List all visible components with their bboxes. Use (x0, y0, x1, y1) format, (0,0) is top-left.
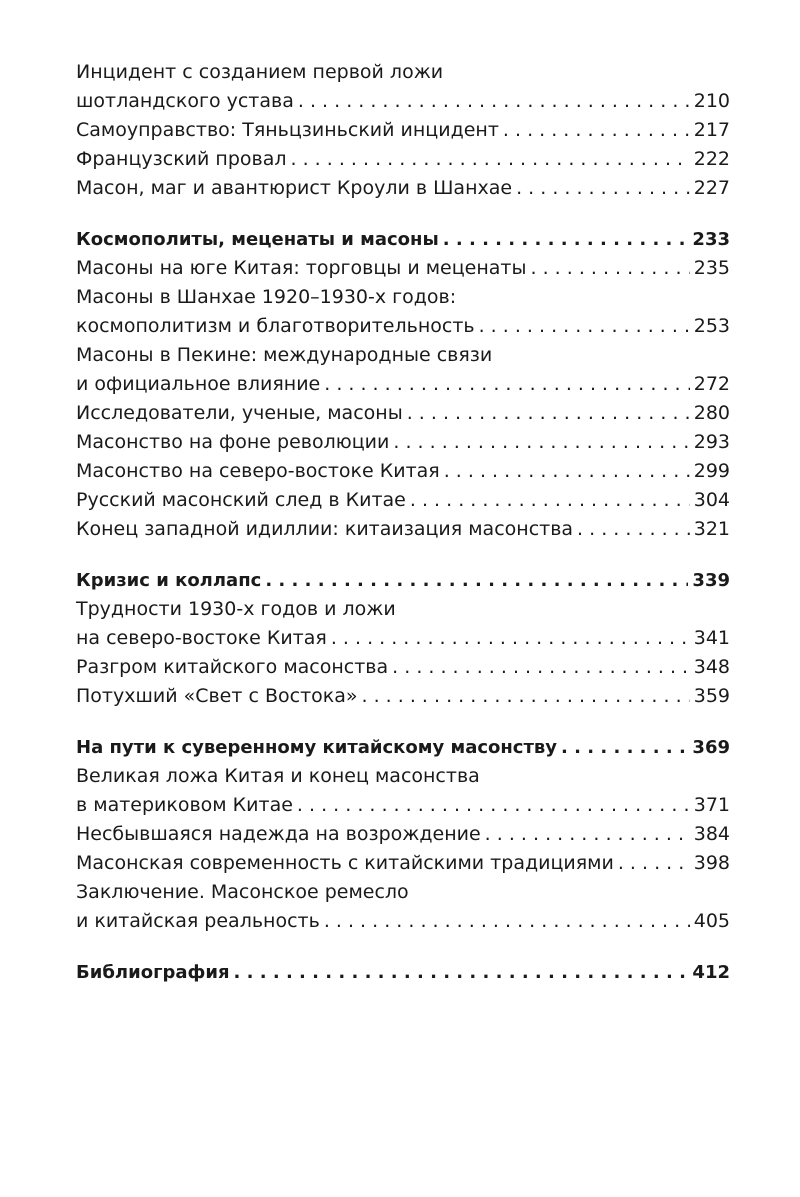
page-number: 235 (693, 257, 730, 279)
toc-entry[interactable] (76, 486, 730, 515)
page-number: 321 (693, 518, 730, 540)
page-number: 412 (692, 962, 730, 983)
toc-entry[interactable] (76, 624, 730, 653)
dot-leader (234, 958, 689, 987)
toc-section (76, 58, 730, 203)
toc-entry-line (76, 58, 730, 87)
toc-entry[interactable] (76, 907, 730, 936)
dot-leader (392, 653, 690, 682)
dot-leader (407, 399, 690, 428)
dot-leader (516, 174, 690, 203)
toc-entry-title: на северо-востоке Китая (76, 627, 327, 649)
toc-section-heading[interactable] (76, 733, 730, 762)
page-number: 233 (692, 229, 730, 250)
toc-entry-line (76, 341, 730, 370)
page-number: 398 (693, 852, 730, 874)
toc-section (76, 225, 730, 544)
page-number: 222 (693, 148, 730, 170)
dot-leader (444, 457, 690, 486)
toc-entry[interactable] (76, 87, 730, 116)
page-number: 227 (693, 177, 730, 199)
dot-leader (443, 225, 689, 254)
toc-entry-title: в материковом Китае (76, 794, 293, 816)
page-number: 293 (693, 431, 730, 453)
page-number: 348 (693, 656, 730, 678)
toc-entry[interactable] (76, 682, 730, 711)
toc-entry-line (76, 283, 730, 312)
page-number: 339 (692, 570, 730, 591)
page-number: 272 (693, 373, 730, 395)
page-number: 359 (693, 685, 730, 707)
toc-entry-title: Инцидент с созданием первой ложи (76, 61, 444, 83)
toc-entry[interactable] (76, 116, 730, 145)
toc-section (76, 566, 730, 711)
dot-leader (393, 428, 689, 457)
section-title: Космополиты, меценаты и масоны (76, 229, 439, 250)
toc-entry-title: Масон, маг и авантюрист Кроули в Шанхае (76, 177, 513, 199)
toc-entry[interactable] (76, 849, 730, 878)
toc-entry-title: и официальное влияние (76, 373, 321, 395)
page-number: 210 (693, 90, 730, 112)
page-number: 280 (693, 402, 730, 424)
toc-entry-title: шотландского устава (76, 90, 294, 112)
toc-entry-title: Самоуправство: Тяньцзиньский инцидент (76, 119, 499, 141)
section-title: На пути к суверенному китайскому масонству (76, 737, 558, 758)
toc-entry[interactable] (76, 820, 730, 849)
toc-entry-title: Исследователи, ученые, масоны (76, 402, 403, 424)
dot-leader (362, 682, 690, 711)
toc-entry[interactable] (76, 791, 730, 820)
dot-leader (561, 733, 688, 762)
toc-entry[interactable] (76, 515, 730, 544)
toc-entry-title: Потухший «Свет с Востока» (76, 685, 358, 707)
dot-leader (297, 791, 690, 820)
toc-entry[interactable] (76, 254, 730, 283)
page-number: 299 (693, 460, 730, 482)
page-number: 217 (693, 119, 730, 141)
toc-entry-title: Французский провал (76, 148, 287, 170)
toc-entry[interactable] (76, 399, 730, 428)
toc-entry-title: Конец западной идиллии: китаизация масонства (76, 518, 574, 540)
page-number: 371 (693, 794, 730, 816)
toc-entry-title: Масоны в Шанхае 1920–1930-х годов: (76, 286, 457, 308)
section-title: Библиография (76, 962, 230, 983)
toc-entry-title: Масоны в Пекине: международные связи (76, 344, 493, 366)
toc-section-heading[interactable] (76, 958, 730, 987)
page-number: 304 (693, 489, 730, 511)
toc-entry-title: Разгром китайского масонства (76, 656, 389, 678)
toc-entry-title: Масонская современность с китайскими традициями (76, 852, 614, 874)
dot-leader (479, 312, 690, 341)
toc-entry-title: Русский масонский след в Китае (76, 489, 406, 511)
dot-leader (577, 515, 690, 544)
toc-entry-line (76, 595, 730, 624)
toc-entry-title: Масоны на юге Китая: торговцы и меценаты (76, 257, 527, 279)
toc-section (76, 958, 730, 987)
dot-leader (298, 87, 690, 116)
section-title: Кризис и коллапс (76, 570, 262, 591)
toc-entry[interactable] (76, 145, 730, 174)
toc-entry-title: Масонство на фоне революции (76, 431, 390, 453)
dot-leader (503, 116, 690, 145)
page-number: 341 (693, 627, 730, 649)
toc-entry[interactable] (76, 428, 730, 457)
dot-leader (265, 566, 688, 595)
dot-leader (324, 907, 690, 936)
toc-entry-title: Заключение. Масонское ремесло (76, 881, 409, 903)
dot-leader (291, 145, 690, 174)
toc-section-heading[interactable] (76, 566, 730, 595)
toc-entry[interactable] (76, 174, 730, 203)
toc-entry[interactable] (76, 457, 730, 486)
dot-leader (485, 820, 690, 849)
toc-entry-title: космополитизм и благотворительность (76, 315, 475, 337)
toc-entry[interactable] (76, 653, 730, 682)
toc-entry-title: Великая ложа Китая и конец масонства (76, 765, 480, 787)
toc-section-heading[interactable] (76, 225, 730, 254)
toc-entry[interactable] (76, 312, 730, 341)
toc-section (76, 733, 730, 936)
toc-entry-title: Масонство на северо-востоке Китая (76, 460, 440, 482)
dot-leader (618, 849, 690, 878)
dot-leader (331, 624, 690, 653)
table-of-contents (76, 58, 730, 987)
dot-leader (531, 254, 690, 283)
toc-entry-line (76, 878, 730, 907)
dot-leader (324, 370, 690, 399)
page-number: 253 (693, 315, 730, 337)
toc-entry-title: Трудности 1930-х годов и ложи (76, 598, 396, 620)
page-number: 369 (692, 737, 730, 758)
page-number: 405 (693, 910, 730, 932)
page-number: 384 (693, 823, 730, 845)
toc-entry[interactable] (76, 370, 730, 399)
toc-entry-title: и китайская реальность (76, 910, 320, 932)
toc-entry-title: Несбывшаяся надежда на возрождение (76, 823, 481, 845)
toc-entry-line (76, 762, 730, 791)
dot-leader (410, 486, 690, 515)
